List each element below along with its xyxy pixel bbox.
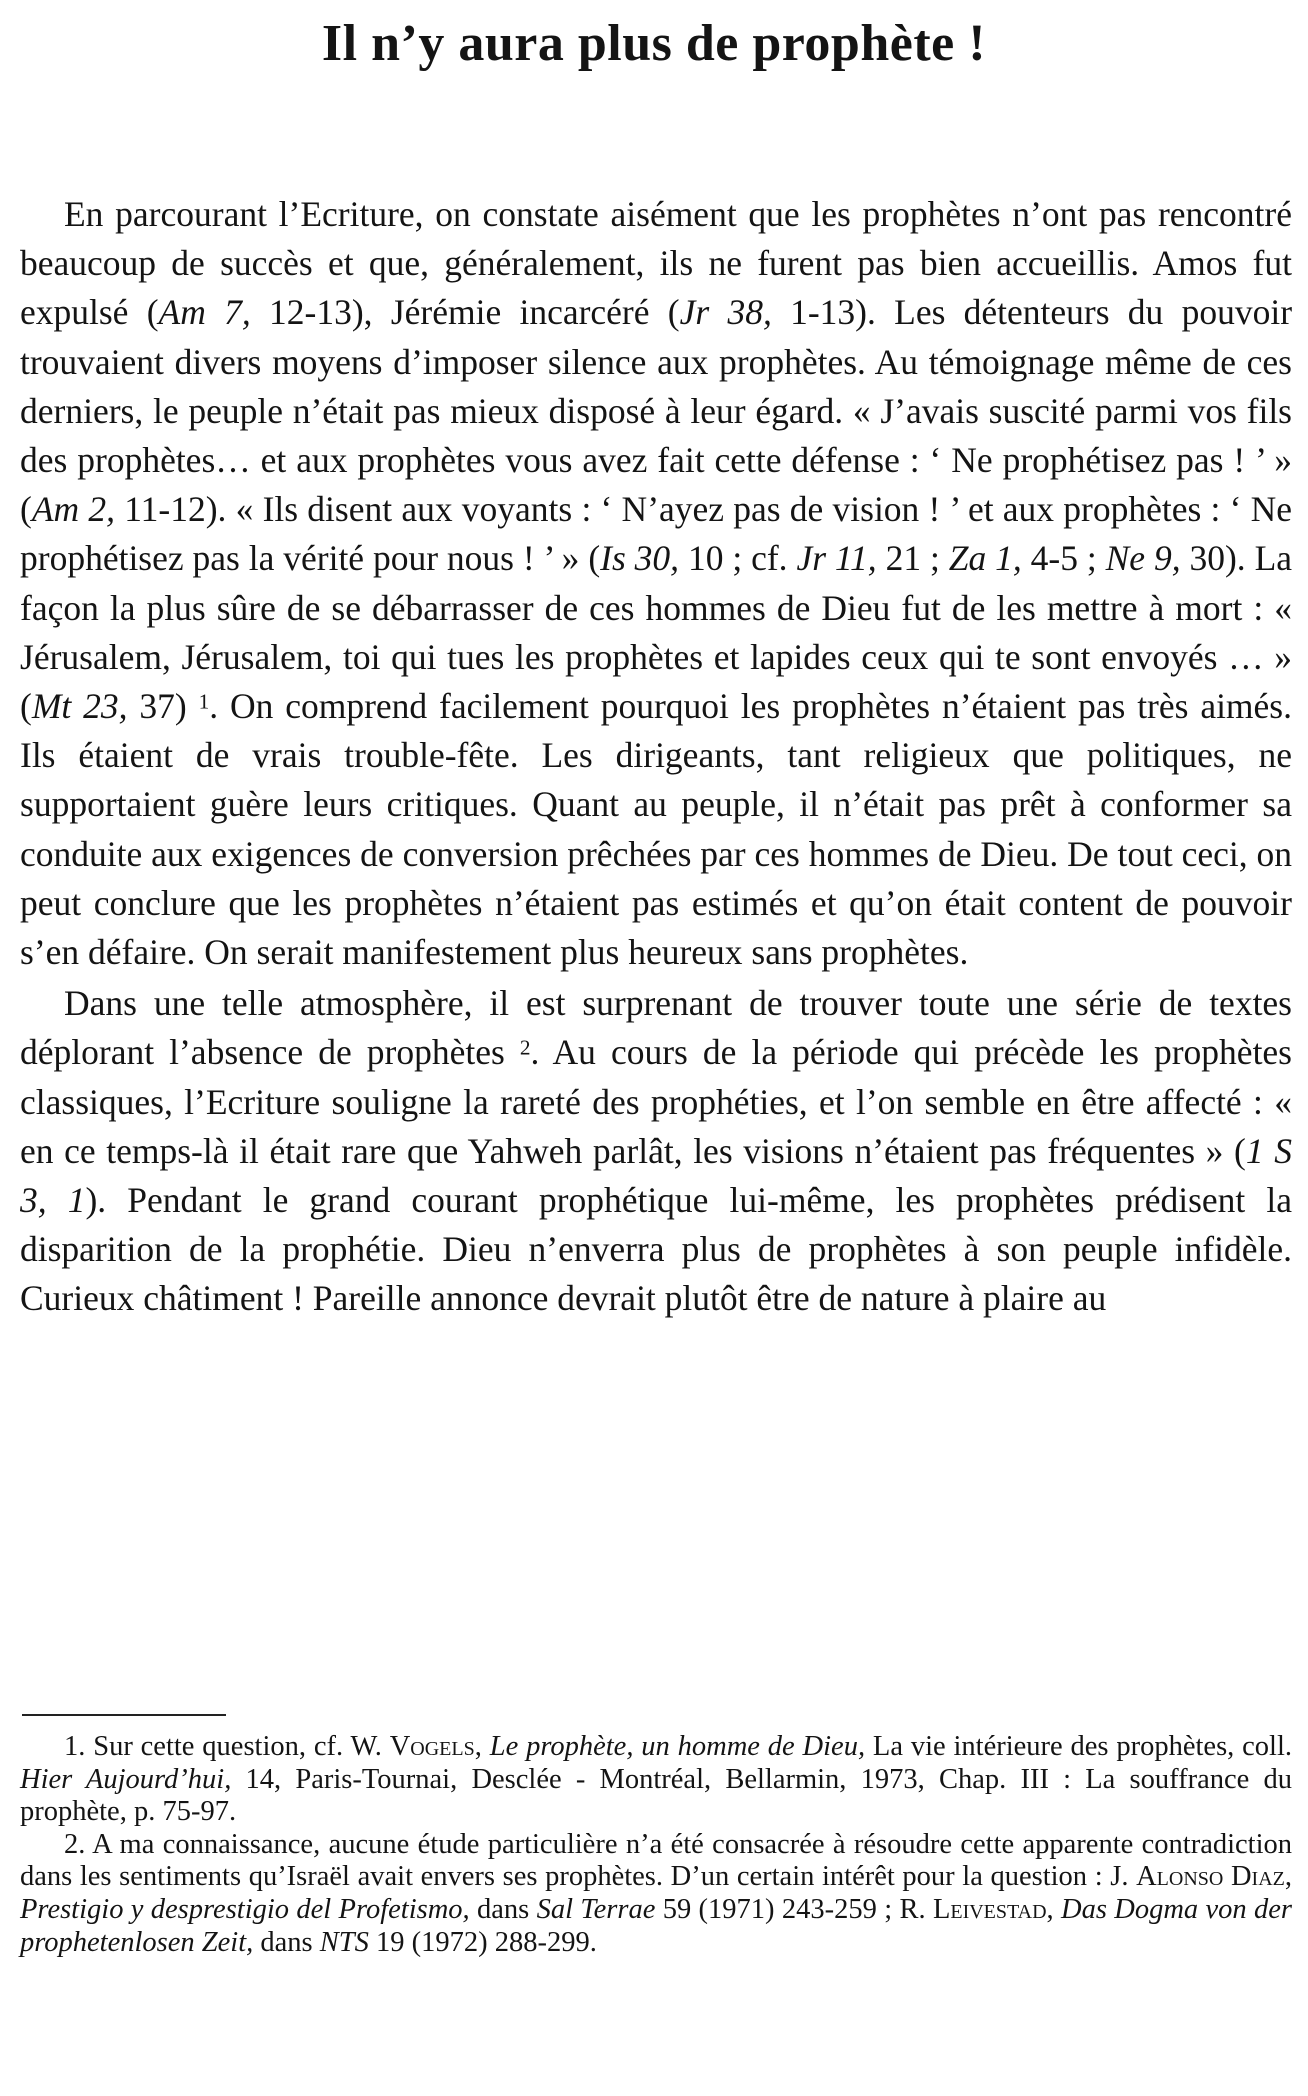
- text-span: 14, Paris-Tournai, Desclée - Montréal, Bellarmin, 1973, Chap. III : La souffrance du prophète, p. 75-97.: [20, 1763, 1293, 1828]
- page-title: Il n’y aura plus de prophète !: [321, 15, 987, 72]
- footnote-divider: [22, 1714, 226, 1716]
- text-span: ,: [1284, 1861, 1293, 1893]
- work-title: NTS: [319, 1926, 369, 1958]
- text-span: dans: [469, 1893, 537, 1925]
- author-name: Alonso Diaz: [1136, 1861, 1285, 1893]
- text-span: 37): [127, 686, 199, 727]
- text-span: 1-13). Les détenteurs du pouvoir trouvaient divers moyens d’imposer silence aux prophètes. Au témoignage même de ces derniers, le peuple n’était pas mieux disposé à leur égard. « J’avais suscité parmi vos fils des prophètes… et aux prophètes vous avez fait cette défense : ‘ Ne prophétisez pas ! ’ » (: [20, 292, 1293, 530]
- work-title: Hier Aujourd’hui,: [20, 1763, 232, 1795]
- footnotes: [20, 1731, 1292, 1959]
- paragraph-2: [20, 979, 1292, 1323]
- text-span: Dans une telle atmosphère, il est surprenant de trouver toute une série de textes déplorant l’absence de prophètes: [20, 983, 1292, 1073]
- text-span: La vie intérieure des prophètes, coll.: [865, 1731, 1292, 1762]
- text-span: 4-5 ;: [1021, 538, 1106, 579]
- text-span: ,: [474, 1731, 490, 1762]
- scripture-reference: Jr 38,: [679, 292, 772, 333]
- text-span: En parcourant l’Ecriture, on constate aisément que les prophètes n’ont pas rencontré beaucoup de succès et que, généralement, ils ne furent pas bien accueillis. Amos fut expulsé (: [20, 194, 1292, 333]
- scripture-reference: Mt 23,: [31, 686, 128, 727]
- footnote-1: [20, 1731, 1292, 1829]
- text-span: 1. Sur cette question, cf. W.: [64, 1731, 390, 1762]
- text-span: 10 ; cf.: [679, 538, 797, 579]
- text-span: 12-13), Jérémie incarcéré (: [250, 292, 680, 333]
- footnote-2: [20, 1829, 1292, 1959]
- text-span: ). Pendant le grand courant prophétique lui-même, les prophètes prédisent la disparition de la prophétie. Dieu n’enverra plus de prophètes à son peuple infidèle. Curieux châtiment ! Pareille annonce devrait plutôt être de nature à plaire au: [20, 1180, 1292, 1319]
- text-span: . On comprend facilement pourquoi les prophètes n’étaient pas très aimés. Ils étaient de vrais trouble-fête. Les dirigeants, tant religieux que politiques, ne supportaient guère leurs critiques. Quant au peuple, il n’était pas prêt à conformer sa conduite aux exigences de conversion prêchées par ces hommes de Dieu. De tout ceci, on peut conclure que les prophètes n’étaient pas estimés et qu’on était content de pouvoir s’en défaire. On serait manifestement plus heureux sans prophètes.: [20, 686, 1292, 973]
- work-title: Das Dogma von der prophetenlosen Zeit,: [20, 1893, 1292, 1958]
- author-name: Leivestad: [932, 1893, 1047, 1925]
- scripture-reference: 1 S 3, 1: [20, 1130, 1293, 1221]
- scripture-reference: Za 1,: [948, 538, 1022, 579]
- text-span: dans: [253, 1926, 320, 1958]
- text-span: 2. A ma connaissance, aucune étude particulière n’a été consacrée à résoudre cette apparente contradiction dans les sentiments qu’Israël avait envers ses prophètes. D’un certain intérêt pour la question : J.: [20, 1828, 1292, 1893]
- body-text: [20, 190, 1292, 1326]
- text-span: 11-12). « Ils disent aux voyants : ‘ N’ayez pas de vision ! ’ et aux prophètes : ‘ Ne prophétisez pas la vérité pour nous ! ’ » (: [20, 489, 1293, 579]
- scripture-reference: Am 7,: [158, 292, 251, 333]
- text-span: 19 (1972) 288-299.: [368, 1926, 597, 1958]
- scripture-reference: Jr 11,: [796, 538, 877, 579]
- work-title: Le prophète, un homme de Dieu,: [489, 1731, 866, 1762]
- text-span: 30). La façon la plus sûre de se débarrasser de ces hommes de Dieu fut de les mettre à mort : « Jérusalem, Jérusalem, toi qui tues les prophètes et lapides ceux qui te sont envoyés … » (: [20, 538, 1293, 727]
- footnote-marker-1: 1: [198, 689, 210, 714]
- scripture-reference: Ne 9,: [1105, 538, 1181, 579]
- text-span: ,: [1046, 1893, 1061, 1925]
- author-name: Vogels: [389, 1731, 475, 1762]
- paragraph-1: [20, 190, 1292, 977]
- work-title: Sal Terrae: [536, 1893, 656, 1925]
- work-title: Prestigio y desprestigio del Profetismo,: [20, 1893, 470, 1925]
- text-span: . Au cours de la période qui précède les prophètes classiques, l’Ecriture souligne la rareté des prophéties, et l’on semble en être affecté : « en ce temps-là il était rare que Yahweh parlât, les visions n’étaient pas fréquentes » (: [20, 1032, 1292, 1171]
- footnote-marker-2: 2: [519, 1035, 531, 1060]
- scripture-reference: Am 2,: [31, 489, 115, 530]
- scripture-reference: Is 30,: [600, 538, 680, 579]
- text-span: 59 (1971) 243-259 ; R.: [655, 1893, 933, 1925]
- text-span: 21 ;: [876, 538, 949, 579]
